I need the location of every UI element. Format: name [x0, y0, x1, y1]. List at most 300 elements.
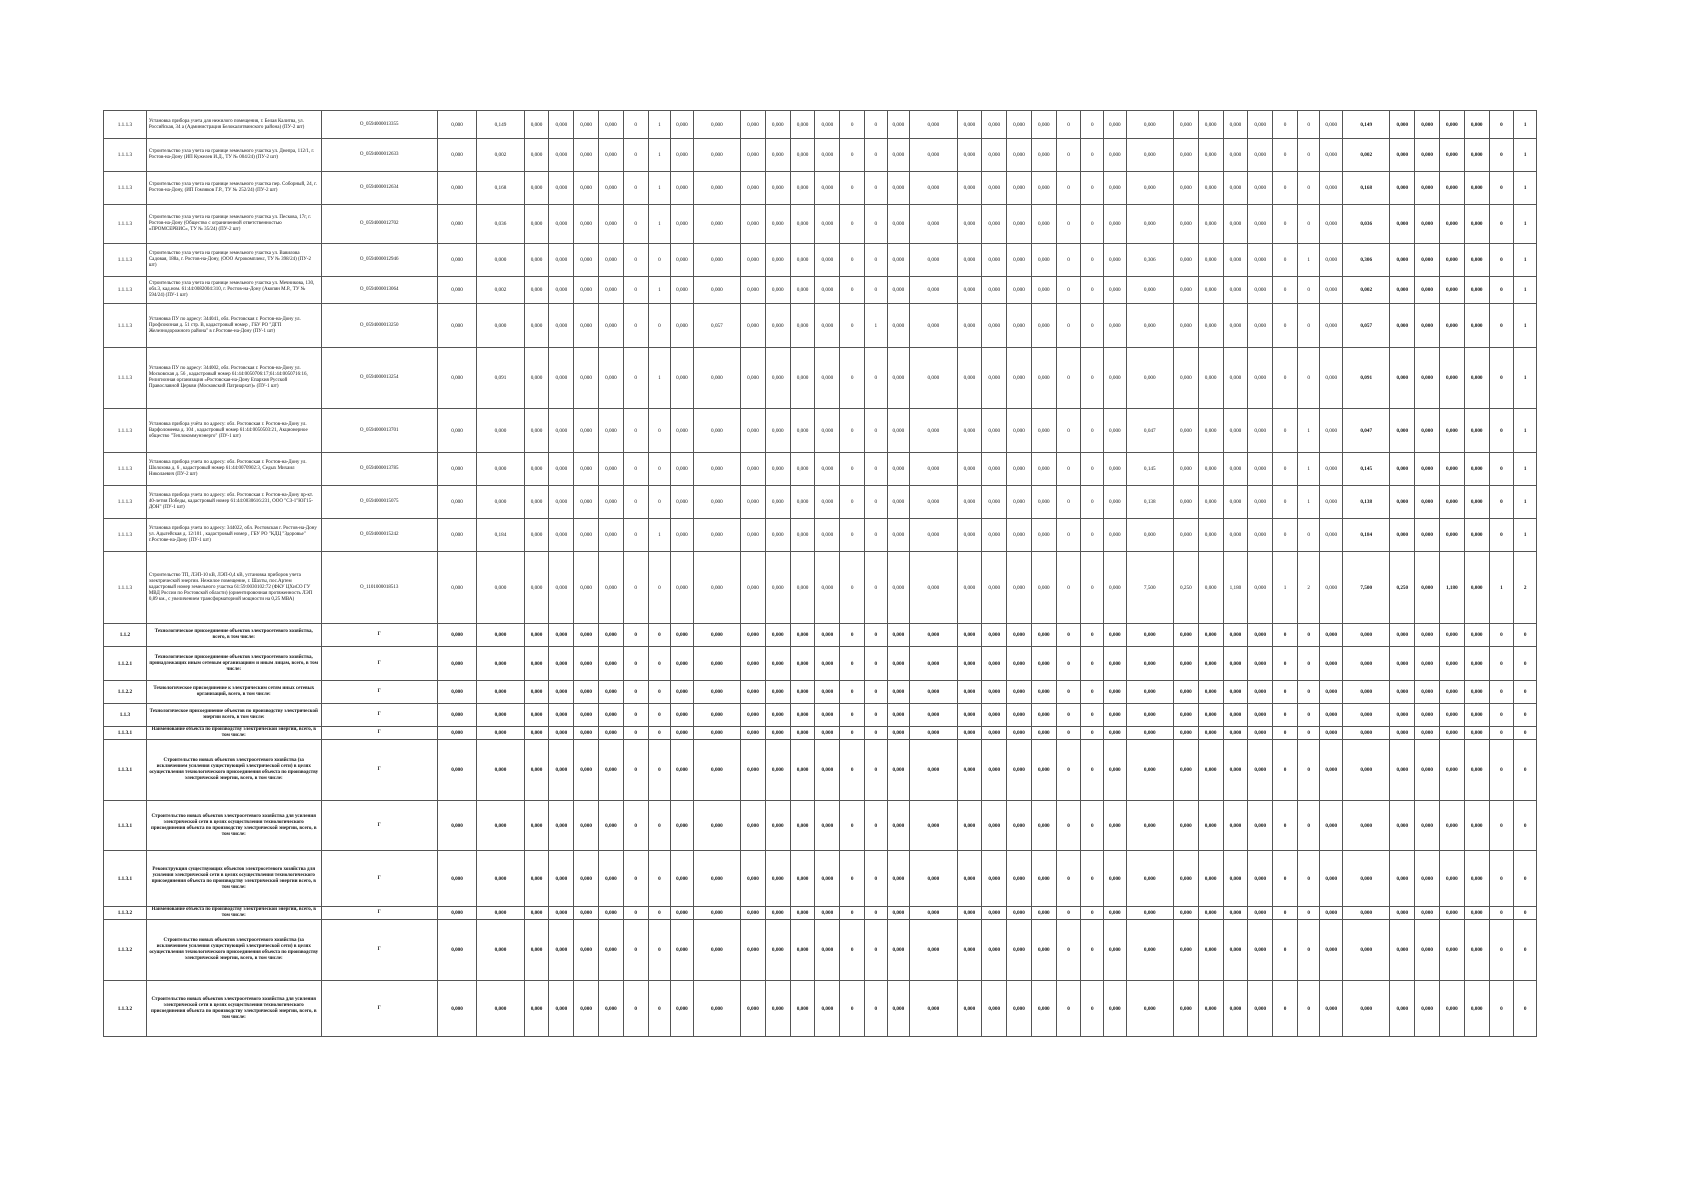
- value-cell: 0: [1081, 348, 1104, 409]
- value-cell: 0,000: [1415, 304, 1440, 348]
- value-cell: 0,000: [1198, 801, 1223, 851]
- value-cell: 0,000: [574, 486, 599, 519]
- value-cell: 0,000: [549, 740, 574, 801]
- value-cell: 0: [1056, 205, 1081, 244]
- value-cell: 0,000: [910, 552, 957, 624]
- value-cell: 0,000: [1320, 277, 1343, 304]
- value-cell: 0,000: [957, 172, 982, 205]
- value-cell: 0,000: [982, 920, 1007, 981]
- value-cell: 0,000: [549, 519, 574, 552]
- value-cell: 0,000: [1031, 277, 1056, 304]
- value-cell: 1: [648, 139, 671, 172]
- value-cell: 0,000: [887, 552, 910, 624]
- value-cell: 0,000: [477, 552, 524, 624]
- value-cell: 0,000: [910, 453, 957, 486]
- value-cell: 0: [1081, 624, 1104, 647]
- value-cell: 0,000: [1464, 277, 1489, 304]
- value-cell: 0,000: [1223, 801, 1248, 851]
- value-cell: 0,000: [957, 801, 982, 851]
- value-cell: 0,000: [599, 409, 624, 453]
- value-cell: 0,000: [1439, 348, 1464, 409]
- project-code-cell: Г: [321, 851, 437, 907]
- value-cell: 0: [840, 920, 865, 981]
- investment-program-table: [103, 110, 1560, 1037]
- value-cell: 0,000: [549, 624, 574, 647]
- value-cell: 0,000: [815, 704, 840, 727]
- table-row: [104, 139, 1560, 172]
- value-cell: 0,000: [574, 552, 599, 624]
- value-cell: 0,000: [1007, 647, 1032, 681]
- value-cell: 0,000: [1415, 727, 1440, 740]
- value-cell: 0,000: [1104, 205, 1127, 244]
- value-cell: 0,000: [1390, 681, 1415, 704]
- value-cell: 0,000: [815, 552, 840, 624]
- value-cell: 0,000: [437, 453, 476, 486]
- value-cell: 0,000: [524, 244, 549, 277]
- value-cell: 0,000: [887, 801, 910, 851]
- value-cell: 0,000: [1198, 348, 1223, 409]
- value-cell: 0,000: [887, 981, 910, 1037]
- value-cell: 0,000: [1126, 981, 1173, 1037]
- value-cell: 0: [1297, 704, 1320, 727]
- value-cell: 0,000: [1464, 727, 1489, 740]
- value-cell: 0,000: [1223, 172, 1248, 205]
- project-code-cell: Г: [321, 907, 437, 920]
- value-cell: 0: [840, 244, 865, 277]
- value-cell: 0: [1514, 907, 1537, 920]
- value-cell: 0: [1297, 907, 1320, 920]
- value-cell: 0,000: [1439, 519, 1464, 552]
- value-cell: 0,000: [1464, 111, 1489, 139]
- value-cell: 0,000: [671, 801, 694, 851]
- value-cell: 0,000: [1390, 453, 1415, 486]
- value-cell: 0,000: [1104, 519, 1127, 552]
- value-cell: 0,000: [437, 552, 476, 624]
- value-cell: 0,000: [1390, 801, 1415, 851]
- value-cell: 0: [1489, 740, 1514, 801]
- value-cell: 0: [865, 111, 888, 139]
- value-cell: 0,000: [790, 172, 815, 205]
- value-cell: 0: [1273, 851, 1298, 907]
- value-cell: 0,000: [524, 727, 549, 740]
- value-cell: 0,000: [524, 647, 549, 681]
- value-cell: 2: [1514, 552, 1537, 624]
- value-cell: 0,000: [1343, 851, 1390, 907]
- value-cell: 0,000: [599, 681, 624, 704]
- value-cell: 0,000: [1031, 907, 1056, 920]
- value-cell: 0,000: [1104, 681, 1127, 704]
- value-cell: 0,000: [790, 409, 815, 453]
- value-cell: 0,000: [671, 172, 694, 205]
- value-cell: 0: [865, 740, 888, 801]
- value-cell: 0,000: [574, 244, 599, 277]
- value-cell: 0,000: [671, 348, 694, 409]
- value-cell: 0,000: [1320, 740, 1343, 801]
- value-cell: 0,000: [887, 348, 910, 409]
- value-cell: 0,000: [437, 486, 476, 519]
- project-name-cell: Технологическое присоединение объектов по производству электрической энергии всего, в том числе:: [146, 704, 321, 727]
- value-cell: 0,000: [693, 740, 740, 801]
- value-cell: 0,000: [524, 920, 549, 981]
- value-cell: 0,000: [1248, 277, 1273, 304]
- value-cell: 0,000: [1198, 205, 1223, 244]
- value-cell: 0: [865, 801, 888, 851]
- value-cell: 0,000: [574, 727, 599, 740]
- value-cell: 0,000: [1198, 519, 1223, 552]
- value-cell: 0: [1273, 172, 1298, 205]
- value-cell: 0,000: [1173, 277, 1198, 304]
- value-cell: 0: [1056, 519, 1081, 552]
- value-cell: 0,000: [1223, 277, 1248, 304]
- value-cell: 0,000: [765, 981, 790, 1037]
- value-cell: 0,000: [693, 981, 740, 1037]
- value-cell: 0,000: [887, 704, 910, 727]
- value-cell: 0,000: [1126, 111, 1173, 139]
- value-cell: 0,000: [1126, 624, 1173, 647]
- value-cell: 0,000: [957, 244, 982, 277]
- value-cell: 0,000: [1104, 624, 1127, 647]
- value-cell: 0,000: [1248, 920, 1273, 981]
- value-cell: 0,000: [765, 453, 790, 486]
- value-cell: 0,000: [790, 801, 815, 851]
- value-cell: 0,000: [957, 740, 982, 801]
- value-cell: 0: [623, 172, 648, 205]
- value-cell: 0: [1297, 172, 1320, 205]
- value-cell: 0,000: [1223, 740, 1248, 801]
- value-cell: 0,306: [1343, 244, 1390, 277]
- value-cell: 0: [865, 172, 888, 205]
- value-cell: 0,000: [1173, 244, 1198, 277]
- value-cell: 0,000: [1415, 801, 1440, 851]
- table-row: [104, 453, 1560, 486]
- value-cell: 0: [648, 851, 671, 907]
- value-cell: 0,000: [1007, 139, 1032, 172]
- value-cell: 0,000: [957, 907, 982, 920]
- value-cell: 0,000: [1198, 453, 1223, 486]
- value-cell: 0,000: [1104, 981, 1127, 1037]
- value-cell: 0,002: [1343, 277, 1390, 304]
- value-cell: 0,000: [957, 647, 982, 681]
- value-cell: 0,000: [1223, 681, 1248, 704]
- value-cell: 0,000: [1198, 624, 1223, 647]
- value-cell: 0,000: [549, 907, 574, 920]
- value-cell: 0,000: [957, 139, 982, 172]
- value-cell: 0,000: [790, 851, 815, 907]
- project-name-cell: Строительство новых объектов электросетевого хозяйства (за исключением усиления существующей электрической сети) в целях осуществления технологического присоединения объекта по производству электрической энергии, всего, в том числе:: [146, 740, 321, 801]
- value-cell: 0,000: [1007, 348, 1032, 409]
- value-cell: 0,000: [671, 139, 694, 172]
- value-cell: 0: [1273, 348, 1298, 409]
- value-cell: 0,000: [524, 304, 549, 348]
- value-cell: 0,000: [815, 486, 840, 519]
- value-cell: 0,000: [1198, 704, 1223, 727]
- row-number-cell: 1.1.1.3: [104, 172, 147, 205]
- value-cell: 0,000: [1104, 304, 1127, 348]
- value-cell: 0,000: [1173, 453, 1198, 486]
- value-cell: 0,000: [1198, 304, 1223, 348]
- value-cell: 0,000: [599, 139, 624, 172]
- value-cell: 0: [1056, 486, 1081, 519]
- value-cell: 0,000: [1007, 277, 1032, 304]
- value-cell: 0,000: [1248, 486, 1273, 519]
- value-cell: 0,000: [1031, 172, 1056, 205]
- project-name-cell: Установка прибора учета по адресу: обл. Ростовская г. Ростов-на-Дону ул. Шолохова д. 6 , кадастровый номер 61:44:0070902:3, Седых Михаил Николаевич (ПУ-2 шт): [146, 453, 321, 486]
- value-cell: 0,047: [1343, 409, 1390, 453]
- value-cell: 0,000: [524, 552, 549, 624]
- value-cell: 0: [1273, 740, 1298, 801]
- project-name-cell: Строительство новых объектов электросетевого хозяйства (за исключением усиления существующей электрической сети) в целях осуществления технологического присоединения объекта по производству электрической энергии, всего, в том числе:: [146, 920, 321, 981]
- value-cell: 0,000: [1104, 409, 1127, 453]
- value-cell: 1: [1514, 304, 1537, 348]
- value-cell: 0: [648, 552, 671, 624]
- value-cell: 0,000: [741, 348, 766, 409]
- value-cell: 0,000: [1248, 552, 1273, 624]
- value-cell: 0,000: [790, 139, 815, 172]
- value-cell: 0,000: [910, 681, 957, 704]
- value-cell: 0: [840, 727, 865, 740]
- value-cell: 0: [865, 981, 888, 1037]
- value-cell: 0,000: [477, 981, 524, 1037]
- value-cell: 0,000: [815, 348, 840, 409]
- value-cell: 0,000: [790, 304, 815, 348]
- value-cell: 0: [623, 205, 648, 244]
- value-cell: 0,000: [693, 453, 740, 486]
- row-number-cell: 1.1.1.3: [104, 205, 147, 244]
- value-cell: 0,000: [524, 981, 549, 1037]
- value-cell: 0,000: [1248, 139, 1273, 172]
- value-cell: 0,000: [1104, 552, 1127, 624]
- project-name-cell: Наименование объекта по производству электрической энергии, всего, в том числе:: [146, 907, 321, 920]
- value-cell: 0,000: [1173, 727, 1198, 740]
- value-cell: 0: [623, 920, 648, 981]
- value-cell: 0,000: [1248, 409, 1273, 453]
- value-cell: 0,000: [1126, 851, 1173, 907]
- value-cell: 0,000: [437, 681, 476, 704]
- value-cell: 0,000: [1104, 486, 1127, 519]
- value-cell: 0,000: [477, 453, 524, 486]
- value-cell: 0,000: [1198, 740, 1223, 801]
- value-cell: 0,000: [1248, 348, 1273, 409]
- value-cell: 0,000: [549, 453, 574, 486]
- value-cell: 0,000: [599, 205, 624, 244]
- value-cell: 0,000: [741, 681, 766, 704]
- value-cell: 0,000: [1415, 348, 1440, 409]
- value-cell: 0,000: [1439, 409, 1464, 453]
- value-cell: 0: [623, 409, 648, 453]
- value-cell: 0,000: [1415, 552, 1440, 624]
- value-cell: 0,000: [741, 981, 766, 1037]
- value-cell: 0,000: [1031, 981, 1056, 1037]
- value-cell: 0,000: [1031, 801, 1056, 851]
- value-cell: 0,000: [1415, 244, 1440, 277]
- value-cell: 0,000: [524, 139, 549, 172]
- value-cell: 0,000: [549, 801, 574, 851]
- value-cell: 0,000: [693, 647, 740, 681]
- value-cell: 0,000: [910, 920, 957, 981]
- value-cell: 0,000: [982, 139, 1007, 172]
- table-row: [104, 981, 1560, 1037]
- value-cell: 0,000: [1320, 172, 1343, 205]
- value-cell: 0,000: [1198, 111, 1223, 139]
- value-cell: 0,000: [765, 486, 790, 519]
- table-row: [104, 348, 1560, 409]
- value-cell: 0,000: [1173, 304, 1198, 348]
- value-cell: 0: [1273, 205, 1298, 244]
- value-cell: 0,000: [910, 486, 957, 519]
- value-cell: 0,000: [1248, 740, 1273, 801]
- value-cell: 0,000: [477, 727, 524, 740]
- value-cell: 0: [1297, 727, 1320, 740]
- value-cell: 0,000: [790, 111, 815, 139]
- value-cell: 0,000: [524, 801, 549, 851]
- value-cell: 0,000: [1390, 727, 1415, 740]
- value-cell: 0,000: [574, 704, 599, 727]
- value-cell: 0: [648, 801, 671, 851]
- value-cell: 0,000: [1248, 647, 1273, 681]
- value-cell: 0,000: [1007, 552, 1032, 624]
- value-cell: 0,000: [815, 139, 840, 172]
- value-cell: 0,000: [437, 704, 476, 727]
- row-number-cell: 1.1.3.2: [104, 981, 147, 1037]
- row-number-cell: 1.1.2.1: [104, 647, 147, 681]
- value-cell: 0,000: [1031, 552, 1056, 624]
- value-cell: 0,000: [599, 704, 624, 727]
- value-cell: 0,000: [693, 519, 740, 552]
- value-cell: 1: [865, 304, 888, 348]
- value-cell: 0,000: [957, 111, 982, 139]
- value-cell: 0,000: [693, 205, 740, 244]
- value-cell: 0,000: [599, 348, 624, 409]
- value-cell: 0,000: [1464, 740, 1489, 801]
- value-cell: 0,138: [1126, 486, 1173, 519]
- value-cell: 0,250: [1390, 552, 1415, 624]
- value-cell: 0,184: [477, 519, 524, 552]
- value-cell: 0,000: [437, 624, 476, 647]
- value-cell: 1: [1514, 111, 1537, 139]
- value-cell: 0,000: [1464, 486, 1489, 519]
- value-cell: 0,000: [671, 453, 694, 486]
- value-cell: 0,000: [477, 647, 524, 681]
- value-cell: 0: [1514, 981, 1537, 1037]
- value-cell: 0: [623, 304, 648, 348]
- value-cell: 1: [1489, 552, 1514, 624]
- value-cell: 0,000: [599, 519, 624, 552]
- value-cell: 0: [1297, 277, 1320, 304]
- value-cell: 0,000: [982, 409, 1007, 453]
- value-cell: 0,000: [477, 486, 524, 519]
- value-cell: 0,000: [1464, 139, 1489, 172]
- value-cell: 0,000: [1439, 624, 1464, 647]
- value-cell: 0,000: [982, 304, 1007, 348]
- value-cell: 0: [648, 244, 671, 277]
- value-cell: 0,000: [1104, 139, 1127, 172]
- value-cell: 0,000: [1415, 624, 1440, 647]
- value-cell: 0,000: [1104, 244, 1127, 277]
- table-row: [104, 409, 1560, 453]
- table-row: [104, 920, 1560, 981]
- value-cell: 0,000: [574, 647, 599, 681]
- value-cell: 1: [1514, 453, 1537, 486]
- value-cell: 0,000: [437, 304, 476, 348]
- value-cell: 1: [1514, 348, 1537, 409]
- value-cell: 0: [1056, 907, 1081, 920]
- value-cell: 0,000: [1439, 907, 1464, 920]
- value-cell: 0,000: [1439, 244, 1464, 277]
- value-cell: 0,000: [957, 453, 982, 486]
- value-cell: 0,000: [1007, 851, 1032, 907]
- value-cell: 0,000: [524, 277, 549, 304]
- value-cell: 0,000: [815, 172, 840, 205]
- value-cell: 0,000: [437, 801, 476, 851]
- value-cell: 0,000: [524, 907, 549, 920]
- value-cell: 0,000: [1390, 851, 1415, 907]
- value-cell: 0,000: [887, 907, 910, 920]
- value-cell: 0,000: [1198, 681, 1223, 704]
- value-cell: 0,000: [549, 139, 574, 172]
- value-cell: 0,000: [1464, 907, 1489, 920]
- value-cell: 0,000: [765, 205, 790, 244]
- value-cell: 0: [1081, 304, 1104, 348]
- value-cell: 0,000: [1343, 740, 1390, 801]
- value-cell: 0: [840, 486, 865, 519]
- value-cell: 0,000: [524, 519, 549, 552]
- value-cell: 0,000: [1223, 704, 1248, 727]
- value-cell: 0,000: [1223, 304, 1248, 348]
- value-cell: 0,306: [1126, 244, 1173, 277]
- value-cell: 0,000: [549, 172, 574, 205]
- value-cell: 0,000: [1464, 647, 1489, 681]
- value-cell: 0,000: [1390, 519, 1415, 552]
- row-number-cell: 1.1.3: [104, 704, 147, 727]
- value-cell: 0: [1081, 920, 1104, 981]
- value-cell: 0,000: [1464, 205, 1489, 244]
- value-cell: 0: [1297, 851, 1320, 907]
- value-cell: 0,000: [671, 486, 694, 519]
- value-cell: 0,000: [477, 740, 524, 801]
- value-cell: 0,000: [910, 624, 957, 647]
- value-cell: 0: [1056, 348, 1081, 409]
- project-code-cell: Г: [321, 801, 437, 851]
- value-cell: 0,000: [982, 624, 1007, 647]
- value-cell: 0,000: [477, 304, 524, 348]
- value-cell: 0,000: [437, 647, 476, 681]
- value-cell: 0,000: [1390, 920, 1415, 981]
- project-name-cell: Установка ПУ по адресу: 344002, обл. Ростовская г. Ростов-на-Дону ул. Московская д. 56 , кадастровый номер 61:44:0050706:17;61:44:0050716:16, Религиозная организация «Ростовская-на-Дону Епархия Русской Православной Церкви (Московский Патриархат)» (ПУ-1 шт): [146, 348, 321, 409]
- project-code-cell: Г: [321, 681, 437, 704]
- value-cell: 1,180: [1439, 552, 1464, 624]
- value-cell: 0,000: [1173, 801, 1198, 851]
- value-cell: 0: [840, 552, 865, 624]
- value-cell: 0,000: [982, 519, 1007, 552]
- value-cell: 0,000: [765, 704, 790, 727]
- table-row: [104, 205, 1560, 244]
- value-cell: 0,000: [1031, 681, 1056, 704]
- value-cell: 0: [1081, 409, 1104, 453]
- value-cell: 0,000: [693, 139, 740, 172]
- value-cell: 0: [840, 647, 865, 681]
- project-name-cell: Установка прибора учета для нежилого помещения, г. Белая Калитва, ул. Российская, 34 а (Администрация Белокалитвинского района) (ПУ-2 шт): [146, 111, 321, 139]
- value-cell: 0,000: [1031, 740, 1056, 801]
- value-cell: 0: [1273, 624, 1298, 647]
- table-row: [104, 727, 1560, 740]
- value-cell: 0: [840, 453, 865, 486]
- value-cell: 0,000: [1464, 704, 1489, 727]
- project-code-cell: Г: [321, 704, 437, 727]
- value-cell: 0,000: [1390, 624, 1415, 647]
- value-cell: 0,000: [1198, 981, 1223, 1037]
- value-cell: 0,000: [1320, 453, 1343, 486]
- value-cell: 0: [865, 727, 888, 740]
